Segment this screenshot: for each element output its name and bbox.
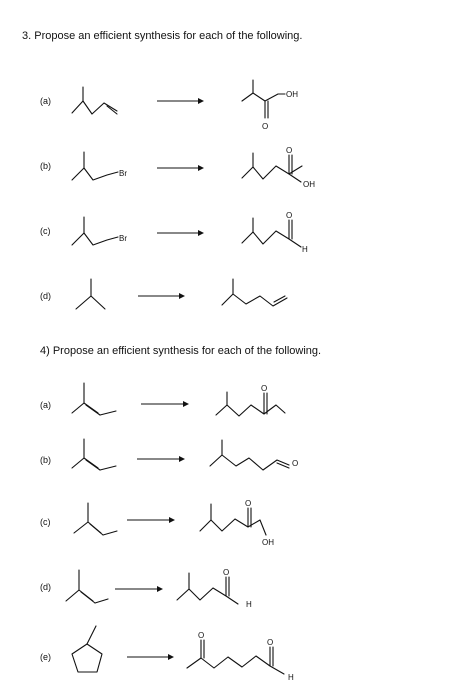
- q3b-product-molecule: [242, 146, 315, 189]
- q4d-o-label: O: [223, 568, 230, 577]
- q3-part-b-label: (b): [40, 161, 51, 171]
- q3b-oh-label: OH: [303, 180, 315, 189]
- q3c-h-label: H: [302, 245, 308, 254]
- q3-part-c-label: (c): [40, 226, 51, 236]
- q3d-product-molecule: [222, 279, 287, 306]
- q3c-product-molecule: [242, 211, 308, 254]
- q4b-reactant-molecule: [72, 439, 116, 470]
- q4-part-a-label: (a): [40, 400, 51, 410]
- q4b-product-molecule: [210, 440, 298, 470]
- q3c-reactant-molecule: [72, 217, 127, 245]
- q3c-br-label: Br: [119, 234, 127, 243]
- q4e-h-label: H: [288, 673, 294, 682]
- q4e-product-molecule: [187, 631, 294, 682]
- q4c-reactant-molecule: [74, 503, 117, 535]
- q4a-product-molecule: [216, 384, 285, 416]
- q4e-reactant-molecule: [72, 626, 102, 672]
- q4c-o-label: O: [245, 499, 252, 508]
- q3a-o-label: O: [262, 122, 269, 131]
- q4d-h-label: H: [246, 600, 252, 609]
- q4b-o-label: O: [292, 459, 299, 468]
- q3b-reactant-molecule: [72, 152, 127, 180]
- q4-part-b-label: (b): [40, 455, 51, 465]
- q4-part-e-label: (e): [40, 652, 51, 662]
- question-4-title: 4) Propose an efficient synthesis for each of the following.: [40, 345, 322, 357]
- q4d-product-molecule: [177, 568, 252, 609]
- q4-part-d-label: (d): [40, 582, 51, 592]
- q4e-o-label-right: O: [267, 638, 274, 647]
- q4c-product-molecule: [200, 499, 274, 547]
- q3a-oh-label: OH: [286, 90, 298, 99]
- q3-part-d-label: (d): [40, 291, 51, 301]
- q3b-o-label: O: [286, 146, 293, 155]
- q4e-o-label-left: O: [198, 631, 205, 640]
- q3c-o-label: O: [286, 211, 293, 220]
- q4c-oh-label: OH: [262, 538, 274, 547]
- q3a-product-molecule: [242, 80, 298, 131]
- q3d-reactant-molecule: [76, 279, 105, 309]
- q4-part-c-label: (c): [40, 517, 51, 527]
- q3b-br-label: Br: [119, 169, 127, 178]
- q3a-reactant-molecule: [72, 87, 117, 114]
- question-3-title: 3. Propose an efficient synthesis for each of the following.: [22, 30, 303, 42]
- q4a-reactant-molecule: [72, 383, 116, 415]
- q4d-reactant-molecule: [66, 570, 108, 603]
- q3-part-a-label: (a): [40, 96, 51, 106]
- q4a-o-label: O: [261, 384, 268, 393]
